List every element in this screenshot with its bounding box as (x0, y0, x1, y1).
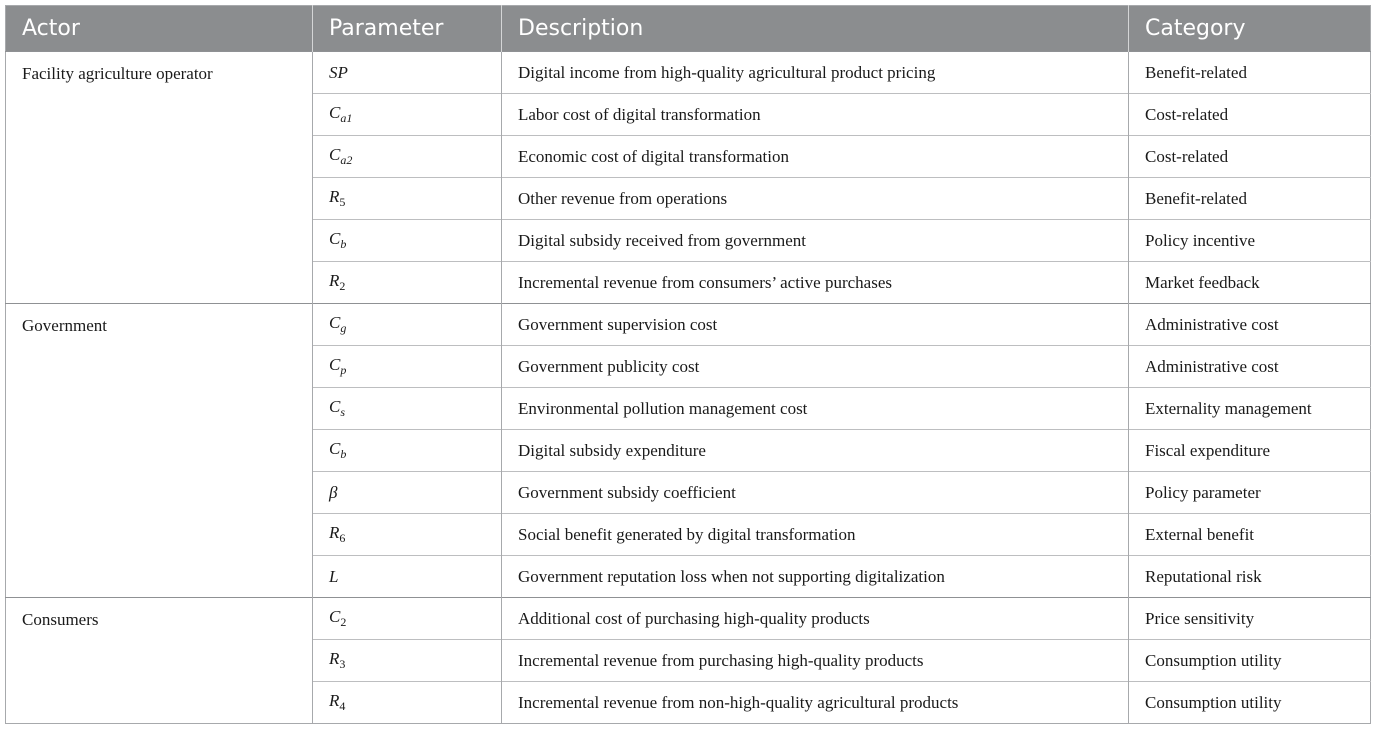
parameter-cell (313, 640, 502, 682)
parameter-symbol: C (329, 607, 341, 626)
category-cell: Externality management (1129, 388, 1371, 430)
parameter-subscript: g (340, 321, 347, 335)
description-cell: Government subsidy coefficient (502, 472, 1129, 514)
category-cell: Administrative cost (1129, 304, 1371, 346)
parameter-table (5, 5, 1371, 724)
table-body (6, 52, 1371, 724)
parameter-symbol: C (329, 229, 341, 248)
parameter-symbol: R (329, 187, 340, 206)
category-cell: Fiscal expenditure (1129, 430, 1371, 472)
actor-cell: Consumers (6, 598, 313, 724)
category-cell: Cost-related (1129, 136, 1371, 178)
parameter-cell (313, 178, 502, 220)
description-cell: Additional cost of purchasing high-quality products (502, 598, 1129, 640)
category-cell: Policy incentive (1129, 220, 1371, 262)
header-parameter: Parameter (313, 6, 502, 52)
table-row (6, 52, 1371, 94)
description-cell: Incremental revenue from non-high-quality agricultural products (502, 682, 1129, 724)
description-cell: Digital subsidy expenditure (502, 430, 1129, 472)
parameter-table-container (5, 5, 1370, 724)
parameter-subscript: a1 (340, 111, 353, 125)
parameter-subscript: 5 (339, 195, 346, 209)
category-cell: External benefit (1129, 514, 1371, 556)
parameter-cell (313, 430, 502, 472)
actor-cell: Government (6, 304, 313, 598)
category-cell: Reputational risk (1129, 556, 1371, 598)
parameter-symbol: C (329, 103, 341, 122)
parameter-subscript: p (340, 363, 347, 377)
description-cell: Social benefit generated by digital transformation (502, 514, 1129, 556)
parameter-cell (313, 472, 502, 514)
parameter-symbol: C (329, 355, 341, 374)
parameter-subscript: b (340, 447, 347, 461)
description-cell: Government reputation loss when not supporting digitalization (502, 556, 1129, 598)
parameter-symbol: C (329, 313, 341, 332)
category-cell: Market feedback (1129, 262, 1371, 304)
parameter-symbol: β (329, 482, 338, 502)
actor-cell: Facility agriculture operator (6, 52, 313, 304)
description-cell: Digital income from high-quality agricultural product pricing (502, 52, 1129, 94)
parameter-subscript: b (340, 237, 347, 251)
parameter-symbol: SP (329, 62, 348, 82)
parameter-symbol: L (329, 566, 339, 586)
parameter-subscript: 2 (340, 615, 347, 629)
header-row (6, 6, 1371, 52)
table-row (6, 304, 1371, 346)
parameter-cell (313, 556, 502, 598)
category-cell: Benefit-related (1129, 52, 1371, 94)
parameter-symbol: C (329, 397, 341, 416)
description-cell: Government supervision cost (502, 304, 1129, 346)
description-cell: Government publicity cost (502, 346, 1129, 388)
parameter-subscript: s (340, 405, 346, 419)
category-cell: Price sensitivity (1129, 598, 1371, 640)
header-description: Description (502, 6, 1129, 52)
parameter-cell (313, 388, 502, 430)
category-cell: Consumption utility (1129, 682, 1371, 724)
parameter-cell (313, 514, 502, 556)
description-cell: Environmental pollution management cost (502, 388, 1129, 430)
parameter-cell (313, 346, 502, 388)
description-cell: Other revenue from operations (502, 178, 1129, 220)
parameter-subscript: 4 (339, 699, 346, 713)
parameter-cell (313, 136, 502, 178)
parameter-subscript: 3 (339, 657, 346, 671)
header-actor: Actor (6, 6, 313, 52)
category-cell: Policy parameter (1129, 472, 1371, 514)
header-category: Category (1129, 6, 1371, 52)
description-cell: Digital subsidy received from government (502, 220, 1129, 262)
parameter-cell (313, 262, 502, 304)
parameter-symbol: R (329, 691, 340, 710)
category-cell: Benefit-related (1129, 178, 1371, 220)
parameter-cell (313, 682, 502, 724)
description-cell: Incremental revenue from purchasing high-quality products (502, 640, 1129, 682)
parameter-cell (313, 220, 502, 262)
description-cell: Incremental revenue from consumers’ active purchases (502, 262, 1129, 304)
description-cell: Economic cost of digital transformation (502, 136, 1129, 178)
description-cell: Labor cost of digital transformation (502, 94, 1129, 136)
parameter-cell (313, 304, 502, 346)
parameter-cell (313, 94, 502, 136)
parameter-symbol: R (329, 271, 340, 290)
category-cell: Cost-related (1129, 94, 1371, 136)
table-row (6, 598, 1371, 640)
parameter-cell (313, 52, 502, 94)
parameter-subscript: 6 (339, 531, 346, 545)
parameter-cell (313, 598, 502, 640)
parameter-symbol: R (329, 649, 340, 668)
parameter-subscript: a2 (340, 153, 353, 167)
table-header (6, 6, 1371, 52)
parameter-symbol: R (329, 523, 340, 542)
parameter-symbol: C (329, 145, 341, 164)
category-cell: Administrative cost (1129, 346, 1371, 388)
parameter-symbol: C (329, 439, 341, 458)
parameter-subscript: 2 (339, 279, 346, 293)
category-cell: Consumption utility (1129, 640, 1371, 682)
